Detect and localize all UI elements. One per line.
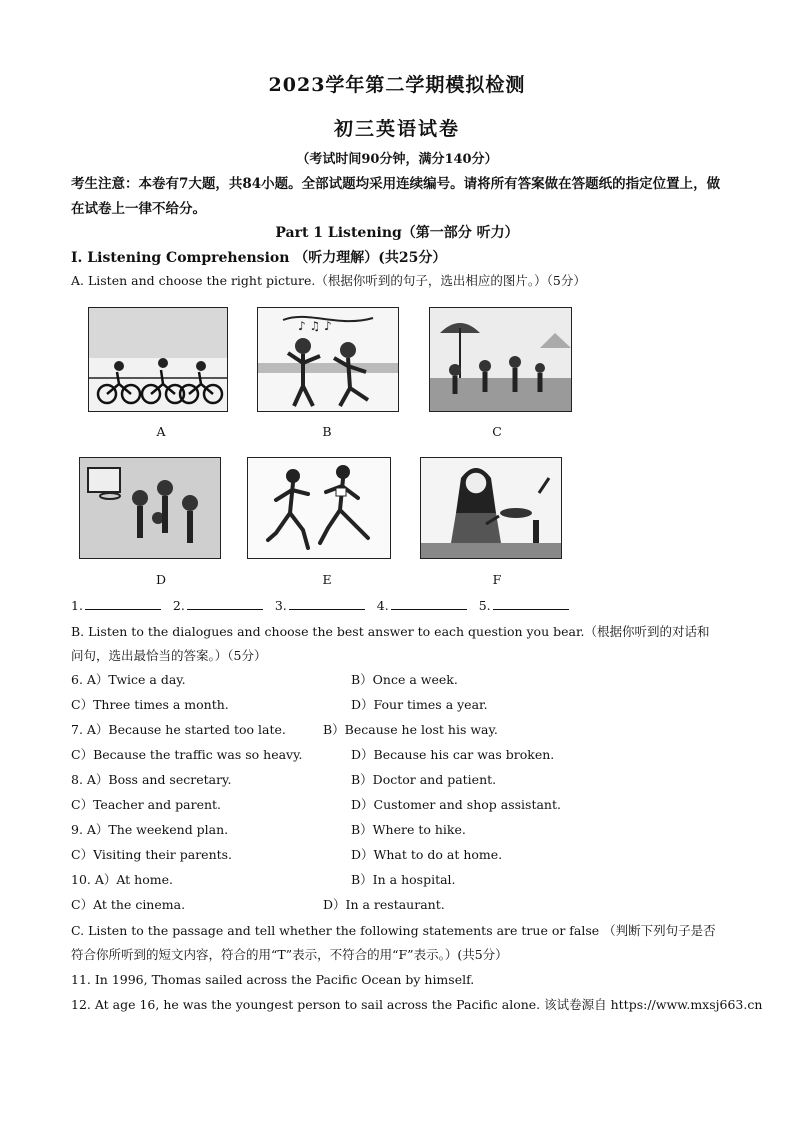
picture-d <box>79 457 221 559</box>
cyclists-picture-icon <box>89 308 227 411</box>
answer-blank-label: 4. <box>376 598 389 613</box>
answer-blank-label: 3. <box>274 598 287 613</box>
picture-b-label: B <box>322 424 332 439</box>
picture-f-label: F <box>492 572 502 587</box>
answer-blank-label: 1. <box>71 598 83 613</box>
woman-cooking-picture-icon <box>421 458 561 558</box>
q6-option-d: D）Four times a year. <box>351 697 488 712</box>
exam-subject: 初三英语试卷 <box>333 118 460 140</box>
exam-title: 2023学年第二学期模拟检测 <box>268 74 526 96</box>
candidate-notice: 考生注意：本卷有7大题，共84小题。全部试题均采用连续编号。请将所有答案做在答题纸的指定位置上，做在试卷上一律不给分。 <box>71 176 721 217</box>
q8-option-c: C）Teacher and parent. <box>71 797 222 812</box>
q9-option-b: B）Where to hike. <box>351 822 466 837</box>
statement-12: 12. At age 16, he was the youngest person to sail across the Pacific alone. 该试卷源自 https://www.mxsj663.cn <box>71 997 763 1012</box>
svg-text:♪ ♫ ♪: ♪ ♫ ♪ <box>298 319 332 333</box>
q10-option-d: D）In a restaurant. <box>323 897 445 912</box>
section-a-instruction: A. Listen and choose the right picture.（根据你听到的句子，选出相应的图片。）（5分） <box>71 273 586 288</box>
q6-option-a: 6. A）Twice a day. <box>71 672 186 687</box>
q7-option-b: B）Because he lost his way. <box>323 722 498 737</box>
q7-option-a: 7. A）Because he started too late. <box>71 722 286 737</box>
picture-c <box>429 307 572 412</box>
section-b-instruction: B. Listen to the dialogues and choose the best answer to each question you bear.（根据你听到的对话和问句，选出最恰当的答案。）（5分） <box>71 624 710 663</box>
picture-c-label: C <box>492 424 502 439</box>
picture-d-label: D <box>155 572 167 587</box>
picture-e-label: E <box>322 572 332 587</box>
q6-option-c: C）Three times a month. <box>71 697 229 712</box>
q7-option-d: D）Because his car was broken. <box>351 747 555 762</box>
answer-blank[interactable] <box>493 597 569 610</box>
picture-f <box>420 457 562 559</box>
section1-title: I. Listening Comprehension （听力理解）(共25分） <box>71 250 447 266</box>
q10-option-b: B）In a hospital. <box>351 872 456 887</box>
q8-option-b: B）Doctor and patient. <box>351 772 497 787</box>
q8-option-d: D）Customer and shop assistant. <box>351 797 561 812</box>
q6-option-b: B）Once a week. <box>351 672 458 687</box>
statement-11: 11. In 1996, Thomas sailed across the Pacific Ocean by himself. <box>71 972 475 987</box>
picture-e <box>247 457 391 559</box>
answer-blank[interactable] <box>289 597 365 610</box>
exam-info: （考试时间90分钟，满分140分） <box>296 152 498 167</box>
picture-b <box>257 307 399 412</box>
section-c-instruction: C. Listen to the passage and tell whether the following statements are true or false （判断下列句子是否符合你所听到的短文内容，符合的用“T”表示，不符合的用“F”表示。）(共5分） <box>71 923 716 962</box>
answer-blanks-row <box>71 596 569 616</box>
q10-option-a: 10. A）At home. <box>71 872 173 887</box>
q9-option-d: D）What to do at home. <box>351 847 503 862</box>
answer-blank[interactable] <box>391 597 467 610</box>
q9-option-a: 9. A）The weekend plan. <box>71 822 229 837</box>
part1-title: Part 1 Listening（第一部分 听力） <box>275 225 519 241</box>
picture-a-label: A <box>156 424 166 439</box>
q9-option-c: C）Visiting their parents. <box>71 847 233 862</box>
runners-picture-icon <box>248 458 390 558</box>
music-dancing-picture-icon <box>258 308 398 411</box>
answer-blank[interactable] <box>187 597 263 610</box>
answer-blank[interactable] <box>85 597 161 610</box>
picture-a <box>88 307 228 412</box>
q10-option-c: C）At the cinema. <box>71 897 186 912</box>
q7-option-c: C）Because the traffic was so heavy. <box>71 747 303 762</box>
beach-picnic-picture-icon <box>430 308 571 411</box>
answer-blank-label: 5. <box>478 598 491 613</box>
answer-blank-label: 2. <box>172 598 185 613</box>
q8-option-a: 8. A）Boss and secretary. <box>71 772 232 787</box>
kids-basketball-picture-icon <box>80 458 220 558</box>
